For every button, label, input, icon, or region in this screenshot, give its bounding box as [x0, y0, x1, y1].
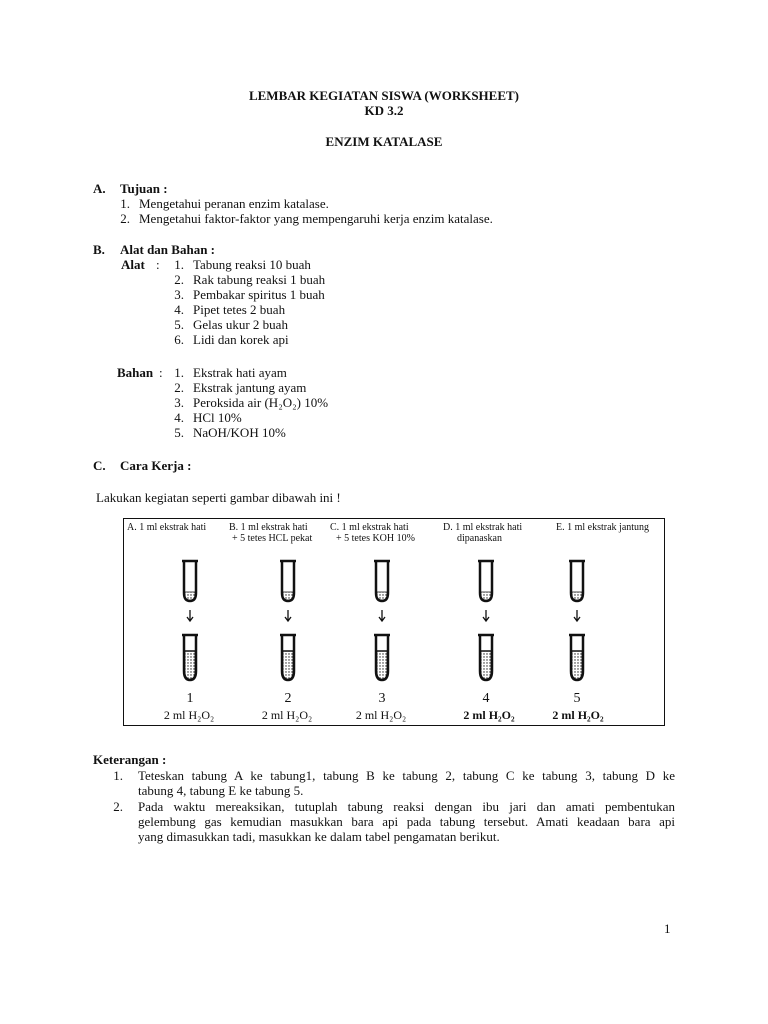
- list-item: Rak tabung reaksi 1 buah: [193, 272, 326, 287]
- list-number: 2.: [174, 380, 184, 395]
- list-item: HCl 10%: [193, 410, 242, 425]
- section-b-title: Alat dan Bahan :: [120, 242, 215, 257]
- volume-label: 2 ml H₂O₂: [552, 708, 604, 722]
- list-number: 3.: [174, 395, 184, 410]
- list-number: 3.: [174, 287, 184, 302]
- section-c-letter: C.: [93, 458, 106, 473]
- section-a-title: Tujuan :: [120, 181, 168, 196]
- topic-title: ENZIM KATALASE: [325, 134, 443, 149]
- volume-label: 2 ml H₂O₂: [261, 708, 313, 722]
- list-number: 5.: [174, 425, 184, 440]
- tube-set-4: [478, 561, 494, 680]
- list-number: 1.: [174, 365, 184, 380]
- list-number: 1.: [113, 768, 123, 783]
- list-item: Peroksida air (H₂O₂) 10%: [193, 395, 329, 410]
- worksheet-title: LEMBAR KEGIATAN SISWA (WORKSHEET): [248, 88, 520, 103]
- list-item: Mengetahui faktor-faktor yang mempengaruhi kerja enzim katalase.: [139, 211, 493, 226]
- tube-number: 2: [284, 691, 292, 706]
- tube-label-line: dipanaskan: [457, 533, 502, 544]
- list-item: Lidi dan korek api: [193, 332, 289, 347]
- keterangan-title: Keterangan :: [93, 752, 167, 767]
- list-item-line: tabung 4, tabung E ke tabung 5.: [138, 783, 304, 798]
- list-number: 2.: [120, 211, 130, 226]
- list-item: Ekstrak hati ayam: [193, 365, 287, 380]
- list-item-line: Teteskan tabung A ke tabung1, tabung B ke tabung 2, tabung C ke tabung 3, tabung D ke: [138, 768, 675, 783]
- experiment-diagram: [123, 518, 665, 726]
- section-c-intro: Lakukan kegiatan seperti gambar dibawah ini !: [96, 490, 341, 505]
- volume-label: 2 ml H₂O₂: [163, 708, 215, 722]
- tube-set-2: [280, 561, 296, 680]
- tube-number: 4: [482, 691, 490, 706]
- tube-label-line: + 5 tetes HCL pekat: [232, 533, 313, 544]
- list-number: 4.: [174, 410, 184, 425]
- section-b-letter: B.: [93, 242, 105, 257]
- tube-number: 5: [573, 691, 581, 706]
- list-item: Pipet tetes 2 buah: [193, 302, 286, 317]
- bahan-label: Bahan: [117, 365, 154, 380]
- list-number: 6.: [174, 332, 184, 347]
- list-item: Gelas ukur 2 buah: [193, 317, 288, 332]
- section-a-letter: A.: [93, 181, 106, 196]
- list-number: 2.: [113, 799, 123, 814]
- list-number: 1.: [120, 196, 130, 211]
- list-item: Mengetahui peranan enzim katalase.: [139, 196, 329, 211]
- tube-set-1: [182, 561, 198, 680]
- page-number: 1: [664, 921, 671, 936]
- bahan-colon: :: [159, 365, 163, 380]
- list-item-line: yang dimasukkan tadi, masukkan ke dalam tabel pengamatan berikut.: [138, 829, 500, 844]
- volume-label: 2 ml H₂O₂: [355, 708, 407, 722]
- list-item: Pembakar spiritus 1 buah: [193, 287, 325, 302]
- tube-label-line: E. 1 ml ekstrak jantung: [556, 522, 650, 533]
- tube-label-line: C. 1 ml ekstrak hati: [330, 522, 409, 533]
- tube-set-3: [374, 561, 390, 680]
- tube-label-line: D. 1 ml ekstrak hati: [443, 522, 523, 533]
- list-item: NaOH/KOH 10%: [193, 425, 286, 440]
- list-item: [138, 799, 675, 844]
- list-item-line: gelembung gas kemudian masukkan bara api pada tabung tersebut. Amati keadaan bara api: [138, 814, 675, 829]
- alat-colon: :: [156, 257, 160, 272]
- tube-set-5: [569, 561, 585, 680]
- list-item: Ekstrak jantung ayam: [193, 380, 307, 395]
- tube-label-line: B. 1 ml ekstrak hati: [229, 522, 308, 533]
- list-number: 2.: [174, 272, 184, 287]
- list-item-line: Pada waktu mereaksikan, tutuplah tabung reaksi dengan ibu jari dan amati pembentukan: [138, 799, 675, 814]
- list-number: 1.: [174, 257, 184, 272]
- tube-number: 3: [378, 691, 386, 706]
- list-item: Tabung reaksi 10 buah: [193, 257, 311, 272]
- tube-number: 1: [186, 691, 194, 706]
- list-number: 5.: [174, 317, 184, 332]
- tube-label-line: A. 1 ml ekstrak hati: [127, 522, 207, 533]
- list-number: 4.: [174, 302, 184, 317]
- alat-label: Alat: [121, 257, 145, 272]
- section-c-title: Cara Kerja :: [120, 458, 192, 473]
- kd-code: KD 3.2: [364, 103, 404, 118]
- list-item: [138, 768, 675, 798]
- volume-label: 2 ml H₂O₂: [463, 708, 515, 722]
- tube-label-line: + 5 tetes KOH 10%: [336, 533, 415, 544]
